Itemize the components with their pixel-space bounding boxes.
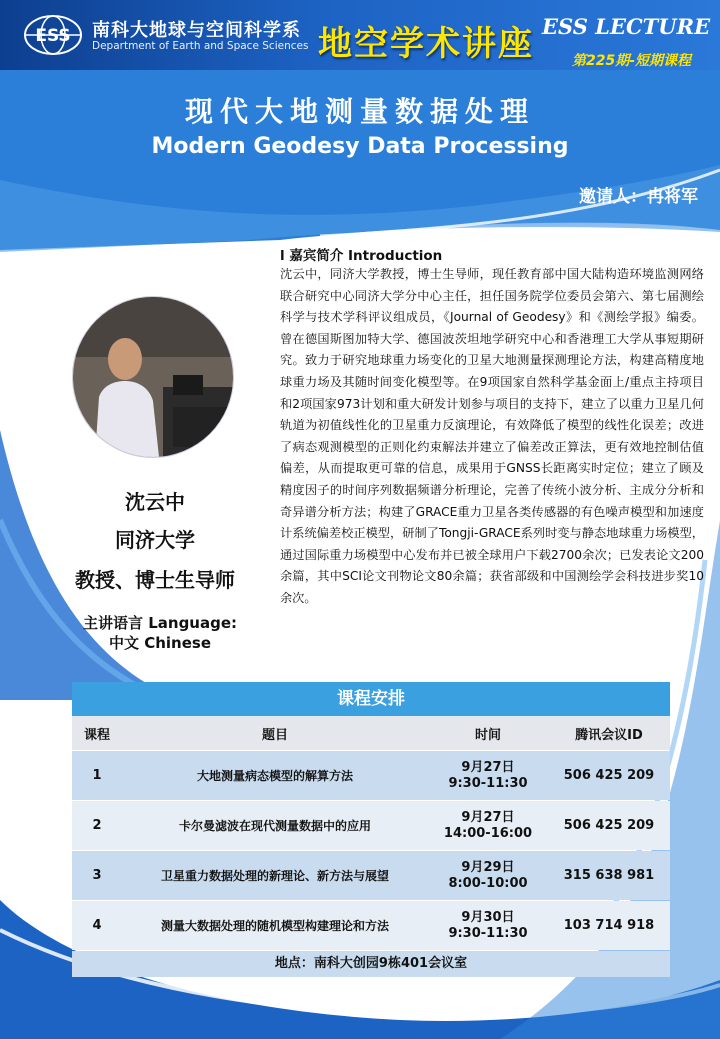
- course-topic: 测量大数据处理的随机模型构建理论和方法: [160, 919, 389, 933]
- table-row: [72, 751, 670, 800]
- lecture-title-en: Modern Geodesy Data Processing: [151, 134, 569, 159]
- course-number: 1: [92, 768, 102, 783]
- course-date: 9月27日: [461, 809, 515, 825]
- header-topic: 题目: [261, 727, 288, 743]
- schedule-header-row: [72, 716, 670, 750]
- meeting-id: 506 425 209: [563, 768, 655, 783]
- header-time: 时间: [474, 727, 501, 743]
- table-row: [72, 851, 670, 900]
- course-schedule-table: [72, 682, 670, 977]
- language-label: 主讲语言 Language:: [82, 614, 238, 632]
- lecture-title-cn: 现代大地测量数据处理: [184, 95, 535, 128]
- speaker-position: 教授、博士生导师: [75, 568, 235, 592]
- meeting-id: 315 638 981: [563, 868, 655, 883]
- course-hours: 9:30-11:30: [448, 925, 528, 941]
- course-time: [428, 901, 548, 950]
- speaker-name: 沈云中: [125, 490, 185, 514]
- course-date: 9月30日: [461, 909, 515, 925]
- sustech-ess-logo-icon: [22, 12, 84, 58]
- inviter: 邀请人：冉将军: [579, 187, 698, 207]
- intro-heading: l 嘉宾简介 Introduction: [280, 248, 443, 264]
- course-hours: 9:30-11:30: [448, 775, 528, 791]
- speaker-photo: [72, 296, 234, 458]
- course-date: 9月29日: [461, 859, 515, 875]
- svg-text:ESS: ESS: [35, 26, 71, 46]
- course-number: 2: [92, 818, 102, 833]
- course-date: 9月27日: [461, 759, 515, 775]
- header-course: 课程: [83, 727, 110, 743]
- speaker-affiliation: 同济大学: [115, 528, 195, 552]
- course-hours: 14:00-16:00: [443, 825, 533, 841]
- course-time: [428, 851, 548, 900]
- course-topic: 卫星重力数据处理的新理论、新方法与展望: [160, 869, 389, 883]
- issue-label: 第225期-短期课程: [572, 53, 692, 69]
- lecture-series-title-cn: 地空学术讲座: [318, 24, 534, 64]
- course-topic: 大地测量病态模型的解算方法: [196, 769, 353, 783]
- meeting-id: 103 714 918: [563, 918, 655, 933]
- department-name-cn: 南科大地球与空间科学系: [92, 20, 301, 41]
- course-number: 3: [92, 868, 102, 883]
- meeting-id: 506 425 209: [563, 818, 655, 833]
- schedule-title: 课程安排: [72, 682, 670, 716]
- course-topic: 卡尔曼滤波在现代测量数据中的应用: [178, 819, 371, 833]
- language-value: 中文 Chinese: [108, 634, 211, 652]
- intro-body: 沈云中，同济大学教授，博士生导师，现任教育部中国大陆构造环境监测网络联合研究中心同济大学分中心主任，担任国务院学位委员会第六、第七届测绘科学与技术学科评议组成员，《Journal of Geodesy》和《测绘学报》编委。曾在德国斯图加特大学、德国波茨坦地学研究中心和香港理工大学从事短期研究。致力于研究地球重力场变化的卫星大地测量探测理论方法，构建高精度地球重力场及其随时间变化模型等。在9项国家自然科学基金面上/重点主持项目和2项国家973计划和重大研发计划参与项目的支持下，建立了以重力卫星几何轨道为初值线性化的卫星重力反演理论，有效降低了模型的线性化误差；改进了病态观测模型的正则化约束解法并建立了偏差改正算法，更有效地控制估值偏差，从而提取更可靠的信息，成果用于GNSS长距离实时定位；建立了顾及精度因子的时间序列数据频谱分析理论，完善了传统小波分析、主成分分析和奇异谱分析方法；构建了GRACE重力卫星各类传感器的有色噪声模型和加速度计系统偏差校正模型，研制了Tongji-GRACE系列时变与静态地球重力场模型，通过国际重力场模型中心发布并已被全球用户下载2700余次；已发表论文200余篇，其中SCI论文刊物论文80余篇；获省部级和中国测绘学会科技进步奖10余次。: [280, 267, 704, 605]
- course-time: [428, 801, 548, 850]
- department-name-en: Department of Earth and Space Sciences: [92, 40, 309, 52]
- header-meeting-id: 腾讯会议ID: [575, 727, 643, 743]
- table-row: [72, 801, 670, 850]
- lecture-series-title-en: ESS LECTURE: [542, 14, 711, 39]
- course-number: 4: [92, 918, 102, 933]
- table-row: [72, 901, 670, 950]
- course-time: [428, 751, 548, 800]
- location: 地点：南科大创园9栋401会议室: [72, 951, 670, 977]
- speaker-photo-image: [73, 297, 233, 457]
- course-hours: 8:00-10:00: [448, 875, 528, 891]
